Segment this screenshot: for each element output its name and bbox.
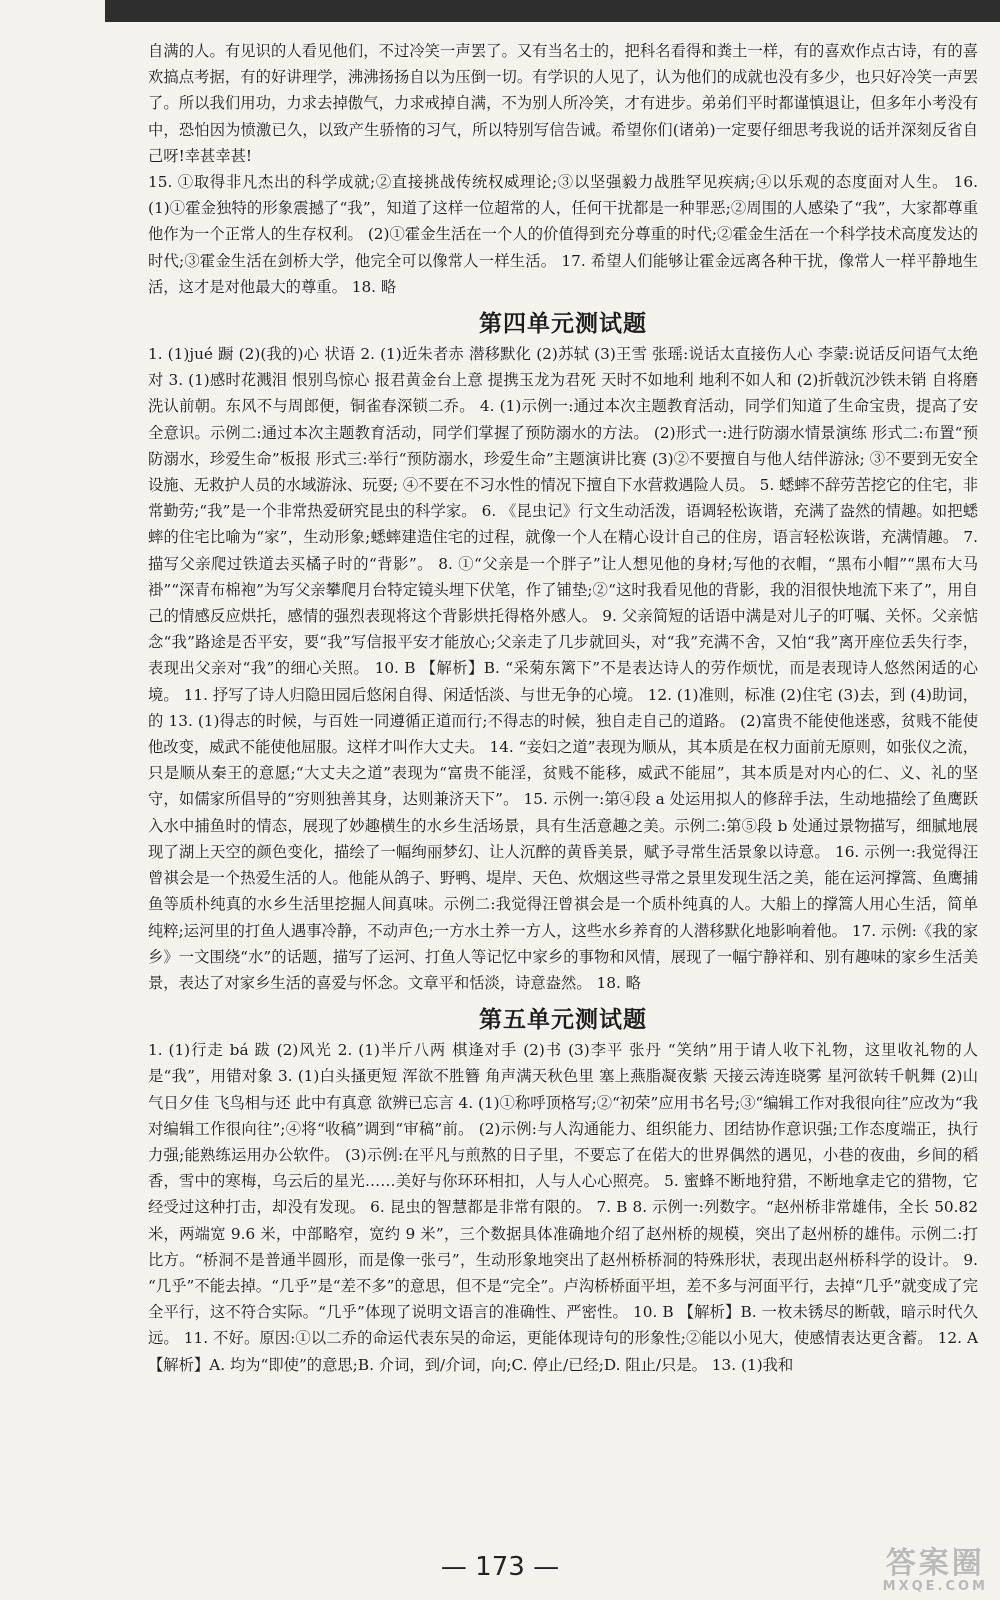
paragraph-hawking-answers: 15. ①取得非凡杰出的科学成就;②直接挑战传统权威理论;③以坚强毅力战胜罕见疾病;④以乐观的态度面对人生。 16. (1)①霍金独特的形象震撼了“我”，知道了这样一位超常的人，任何干扰都是一种罪恶;②周围的人感染了“我”，大家都尊重他作为一个正常人的生存权利。 (2)①霍金生活在一个人的价值得到充分尊重的时代;②霍金生活在一个科学技术高度发达的时代;③霍金生活在剑桥大学，他完全可以像常人一样生活。 17. 希望人们能够让霍金远离各种干扰，像常人一样平静地生活，这才是对他最大的尊重。 18. 略: [148, 173, 978, 296]
watermark-url: MXQE.COM: [882, 1579, 988, 1594]
answer-page: [148, 38, 978, 1378]
watermark-text: 答案圈: [885, 1546, 985, 1581]
unit4-answers: 1. (1)jué 蹰 (2)(我的)心 状语 2. (1)近朱者赤 潜移默化 (2)苏轼 (3)王雪 张瑶:说话太直接伤人心 李蒙:说话反问语气太绝对 3. (1)感时花溅泪 恨别鸟惊心 报君黄金台上意 提携玉龙为君死 天时不如地利 地利不如人和 (2)折戟沉沙铁未销 自将磨洗认前朝。东风不与周郎便，铜雀春深锁二乔。 4. (1)示例一:通过本次主题教育活动，同学们知道了生命宝贵，提高了安全意识。示例二:通过本次主题教育活动，同学们掌握了预防溺水的方法。 (2)形式一:进行防溺水情景演练 形式二:布置“预防溺水，珍爱生命”板报 形式三:举行“预防溺水，珍爱生命”主题演讲比赛 (3)②不要擅自与他人结伴游泳; ③不要到无安全设施、无救护人员的水域游泳、玩耍; ④不要在不习水性的情况下擅自下水营救遇险人员。 5. 蟋蟀不辞劳苦挖它的住宅，非常勤劳;“我”是一个非常热爱研究昆虫的科学家。 6. 《昆虫记》行文生动活泼，语调轻松诙谐，充满了盎然的情趣。如把蟋蟀的住宅比喻为“家”，生动形象;蟋蟀建造住宅的过程，就像一个人在精心设计自己的住房，语言轻松诙谐，充满情趣。 7. 描写父亲爬过铁道去买橘子时的“背影”。 8. ①“父亲是一个胖子”让人想见他的身材;写他的衣帽，“黑布小帽”“黑布大马褂”“深青布棉袍”为写父亲攀爬月台特定镜头埋下伏笔，作了铺垫;②“这时我看见他的背影，我的泪很快地流下来了”，用自己的情感反应烘托，感情的强烈表现将这个背影烘托得格外感人。 9. 父亲简短的话语中满是对儿子的叮嘱、关怀。父亲惦念“我”路途是否平安，要“我”写信报平安才能放心;父亲走了几步就回头，对“我”充满不舍，又怕“我”离开座位丢失行李，表现出父亲对“我”的细心关照。 10. B 【解析】B. “采菊东篱下”不是表达诗人的劳作烦忧，而是表现诗人悠然闲适的心境。 11. 抒写了诗人归隐田园后悠闲自得、闲适恬淡、与世无争的心境。 12. (1)准则，标准 (2)住宅 (3)去，到 (4)助词，的 13. (1)得志的时候，与百姓一同遵循正道而行;不得志的时候，独自走自己的道路。 (2)富贵不能使他迷惑，贫贱不能使他改变，威武不能使他屈服。这样才叫作大丈夫。 14. “妾妇之道”表现为顺从，其本质是在权力面前无原则，如张仪之流，只是顺从秦王的意愿;“大丈夫之道”表现为“富贵不能淫，贫贱不能移，威武不能屈”，其本质是对内心的仁、义、礼的坚守，如儒家所倡导的“穷则独善其身，达则兼济天下”。 15. 示例一:第④段 a 处运用拟人的修辞手法，生动地描绘了鱼鹰跃入水中捕鱼时的情态，展现了妙趣横生的水乡生活场景，具有生活意趣之美。示例二:第⑤段 b 处通过景物描写，细腻地展现了湖上天空的颜色变化，描绘了一幅绚丽梦幻、让人沉醉的黄昏美景，赋予寻常生活景象以诗意。 16. 示例一:我觉得汪曾祺会是一个热爱生活的人。他能从鸽子、野鸭、堤岸、天色、炊烟这些寻常之景里发现生活之美，能在运河撑篙、鱼鹰捕鱼等质朴纯真的水乡生活里挖掘人间真味。示例二:我觉得汪曾祺会是一个质朴纯真的人。大船上的撑篙人用心生活，简单纯粹;运河里的打鱼人遇事冷静，不动声色;一方水土养一方人，这些水乡养育的人潜移默化地影响着他。 17. 示例:《我的家乡》一文围绕“水”的话题，描写了运河、打鱼人等记忆中家乡的事物和风情，展现了一幅宁静祥和、别有趣味的家乡生活美景，表达了对家乡生活的喜爱与怀念。文章平和恬淡，诗意盎然。 18. 略: [148, 345, 978, 992]
watermark-logo: [883, 1548, 988, 1594]
page-number: — 173 —: [440, 1552, 560, 1582]
scan-top-edge: [105, 0, 1000, 22]
unit5-answers: 1. (1)行走 bá 跋 (2)风光 2. (1)半斤八两 棋逢对手 (2)书 (3)李平 张丹 “笑纳”用于请人收下礼物，这里收礼物的人是“我”，用错对象 3. (1)白头搔更短 浑欲不胜簪 角声满天秋色里 塞上燕脂凝夜紫 天接云涛连晓雾 星河欲转千帆舞 (2)山气日夕佳 飞鸟相与还 此中有真意 欲辨已忘言 4. (1)①称呼顶格写;②“初荣”应用书名号;③“编辑工作对我很向往”应改为“我对编辑工作很向往”;④将“收稿”调到“审稿”前。 (2)示例:与人沟通能力、组织能力、团结协作意识强;工作态度端正，执行力强;能熟练运用办公软件。 (3)示例:在平凡与煎熬的日子里，不要忘了在偌大的世界偶然的遇见，小巷的夜曲，乡间的稻香，雪中的寒梅，乌云后的星光……美好与你环环相扣，人与人心心照亮。 5. 蜜蜂不断地狩猎，不断地拿走它的猎物，它经受过这种打击，却没有发现。 6. 昆虫的智慧都是非常有限的。 7. B 8. 示例一:列数字。“赵州桥非常雄伟，全长 50.82 米，两端宽 9.6 米，中部略窄，宽约 9 米”，三个数据具体准确地介绍了赵州桥的规模，突出了赵州桥的雄伟。示例二:打比方。“桥洞不是普通半圆形，而是像一张弓”，生动形象地突出了赵州桥桥洞的特殊形状，表现出赵州桥科学的设计。 9. “几乎”不能去掉。“几乎”是“差不多”的意思，但不是“完全”。卢沟桥桥面平坦，差不多与河面平行，去掉“几乎”就变成了完全平行，这不符合实际。“几乎”体现了说明文语言的准确性、严密性。 10. B 【解析】B. 一枚未锈尽的断戟，暗示时代久远。 11. 不好。原因:①以二乔的命运代表东吴的命运，更能体现诗句的形象性;②能以小见大，使感情表达更含蓄。 12. A 【解析】A. 均为“即使”的意思;B. 介词，到/介词，向;C. 停止/已经;D. 阻止/只是。 13. (1)我和: [148, 1041, 978, 1374]
unit5-heading: 第五单元测试题: [479, 1007, 647, 1034]
paragraph-letter-end: 自满的人。有见识的人看见他们，不过冷笑一声罢了。又有当名士的，把科名看得和粪土一样，有的喜欢作点古诗，有的喜欢搞点考据，有的好讲理学，沸沸扬扬自以为压倒一切。有学识的人见了，认为他们的成就也没有多少，也只好冷笑一声罢了。所以我们用功，力求去掉傲气，力求戒掉自满，不为别人所冷笑，才有进步。弟弟们平时都谨慎退让，但多年小考没有中，恐怕因为愤激已久，以致产生骄惰的习气，所以特别写信告诫。希望你们(诸弟)一定要仔细思考我说的话并深刻反省自己呀!幸甚幸甚!: [148, 42, 978, 165]
unit4-heading: 第四单元测试题: [479, 311, 647, 338]
